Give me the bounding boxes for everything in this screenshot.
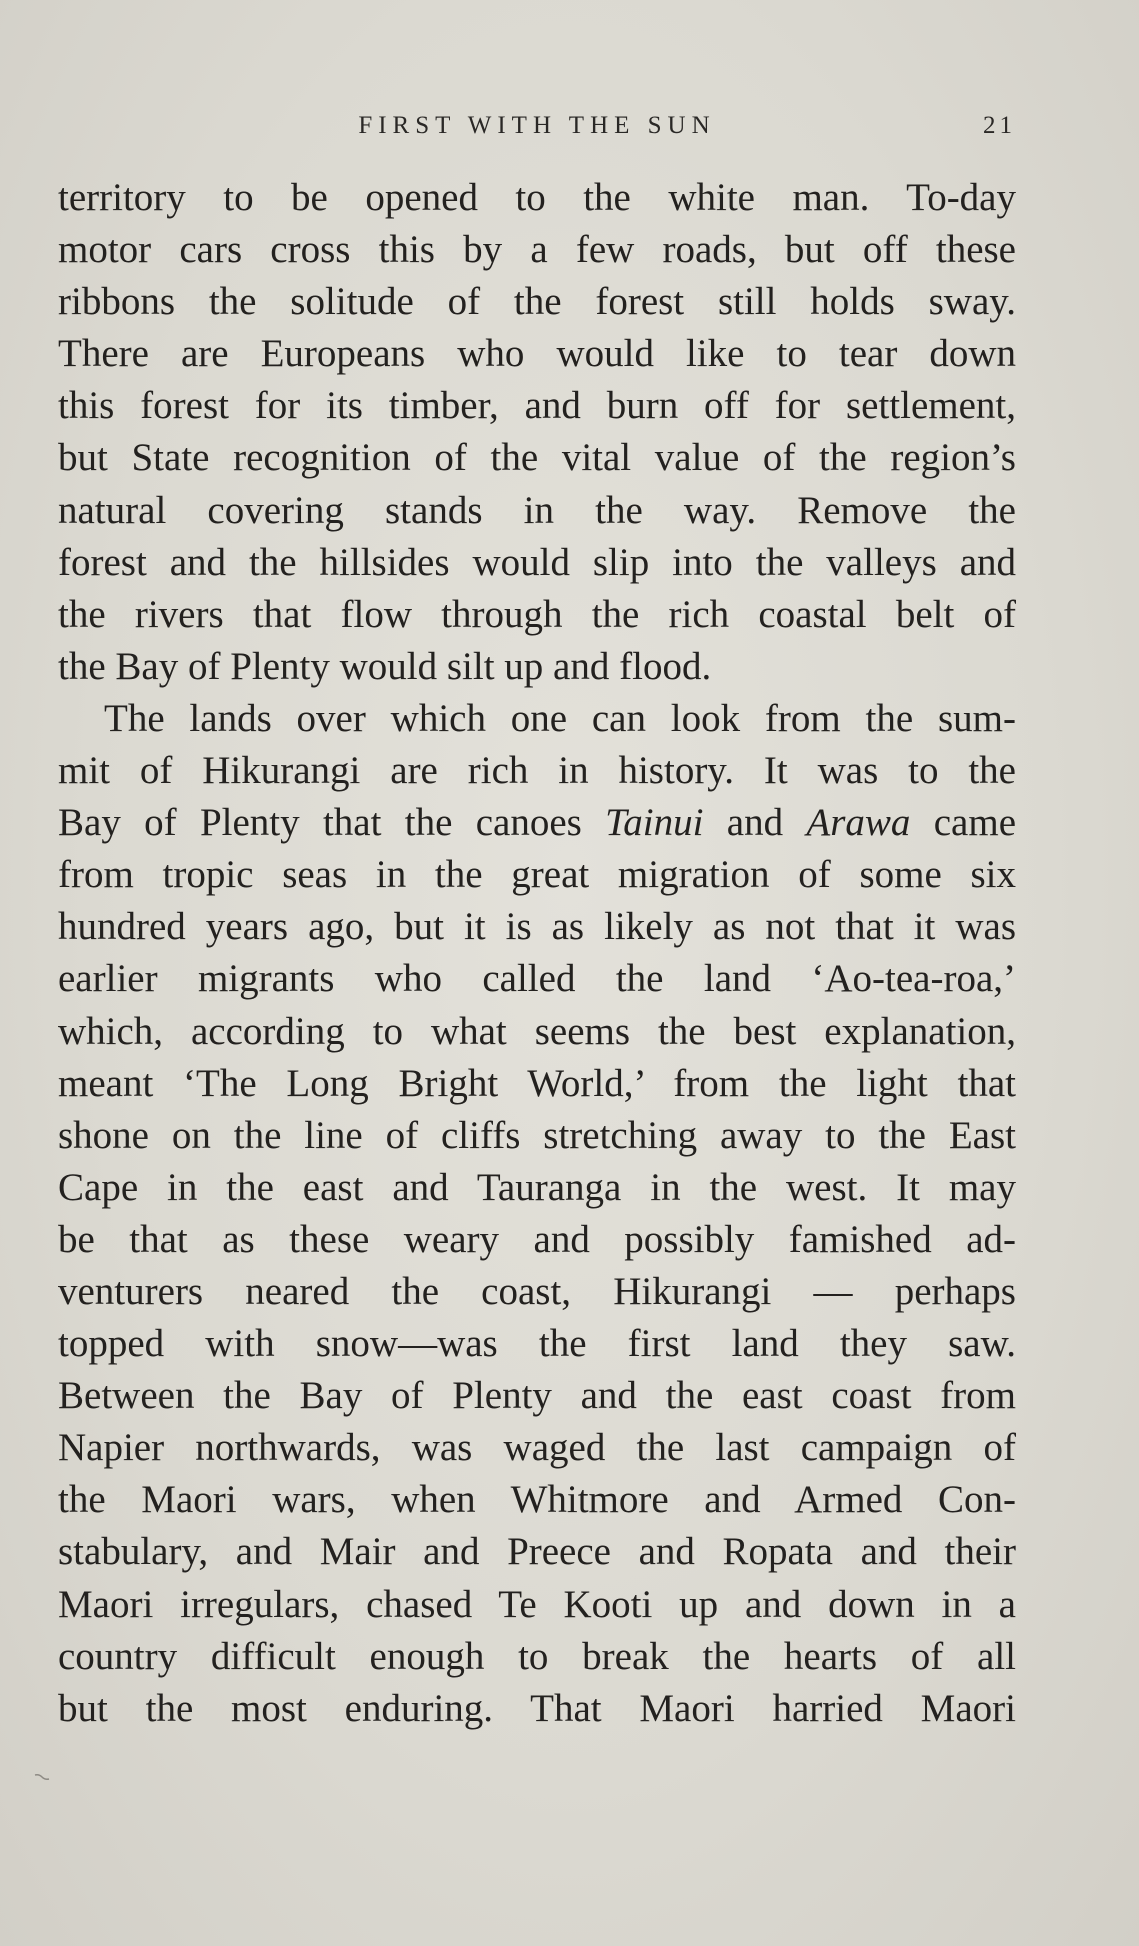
text-line: which, according to what seems the best explanation, (58, 1009, 1016, 1053)
text-line: the rivers that flow through the rich coastal belt of (58, 592, 1016, 636)
canoe-name-arawa: Arawa (806, 801, 911, 845)
text-segment: came (910, 801, 1017, 845)
running-head (58, 112, 1016, 152)
text-line: shone on the line of cliffs stretching away to the East (58, 1113, 1016, 1157)
text-line: from tropic seas in the great migration of some six (58, 853, 1016, 897)
running-title: FIRST WITH THE SUN (358, 112, 716, 139)
paper-speck (34, 1770, 50, 1778)
text-line: venturers neared the coast, Hikurangi — perhaps (58, 1269, 1016, 1313)
text-segment: Bay of Plenty that the canoes (58, 801, 606, 845)
text-line: Napier northwards, was waged the last campaign of (58, 1426, 1016, 1470)
text-segment: and (703, 801, 807, 845)
text-line: be that as these weary and possibly famished ad- (58, 1217, 1016, 1261)
text-line: this forest for its timber, and burn off for settlement, (58, 384, 1016, 428)
text-line: but State recognition of the vital value of the region’s (58, 436, 1016, 480)
text-line: Between the Bay of Plenty and the east coast from (58, 1374, 1016, 1418)
text-line: mit of Hikurangi are rich in history. It was to the (58, 749, 1016, 793)
text-line: country difficult enough to break the hearts of all (58, 1634, 1016, 1678)
text-line: but the most enduring. That Maori harried Maori (58, 1686, 1016, 1730)
text-line: Cape in the east and Tauranga in the west. It may (58, 1165, 1016, 1209)
page-number: 21 (983, 112, 1016, 139)
text-line: forest and the hillsides would slip into the valleys and (58, 540, 1016, 584)
text-line: the Maori wars, when Whitmore and Armed Con- (58, 1478, 1016, 1522)
speck-mark (34, 1773, 50, 1781)
text-line: ribbons the solitude of the forest still holds sway. (58, 280, 1016, 324)
body-text (58, 172, 1016, 1735)
text-line: Maori irregulars, chased Te Kooti up and down in a (58, 1582, 1016, 1626)
text-line: the Bay of Plenty would silt up and flood. (58, 644, 712, 688)
canoe-name-tainui: Tainui (605, 801, 704, 845)
text-line: topped with snow—was the first land they saw. (58, 1322, 1016, 1366)
text-line: motor cars cross this by a few roads, but off these (58, 228, 1016, 272)
text-line: There are Europeans who would like to tear down (58, 332, 1016, 376)
text-line: natural covering stands in the way. Remove the (58, 488, 1016, 532)
paragraph-2 (58, 693, 1016, 1735)
text-line: hundred years ago, but it is as likely as not that it was (58, 905, 1016, 949)
text-line: territory to be opened to the white man. To-day (58, 176, 1016, 219)
text-line: earlier migrants who called the land ‘Ao-tea-roa,’ (58, 957, 1016, 1001)
text-line: stabulary, and Mair and Preece and Ropata and their (58, 1530, 1016, 1574)
text-line-with-canoe-names (58, 797, 1016, 849)
text-line: meant ‘The Long Bright World,’ from the light that (58, 1061, 1016, 1105)
paragraph-1 (58, 172, 1016, 693)
text-line: The lands over which one can look from the sum- (104, 696, 1016, 740)
